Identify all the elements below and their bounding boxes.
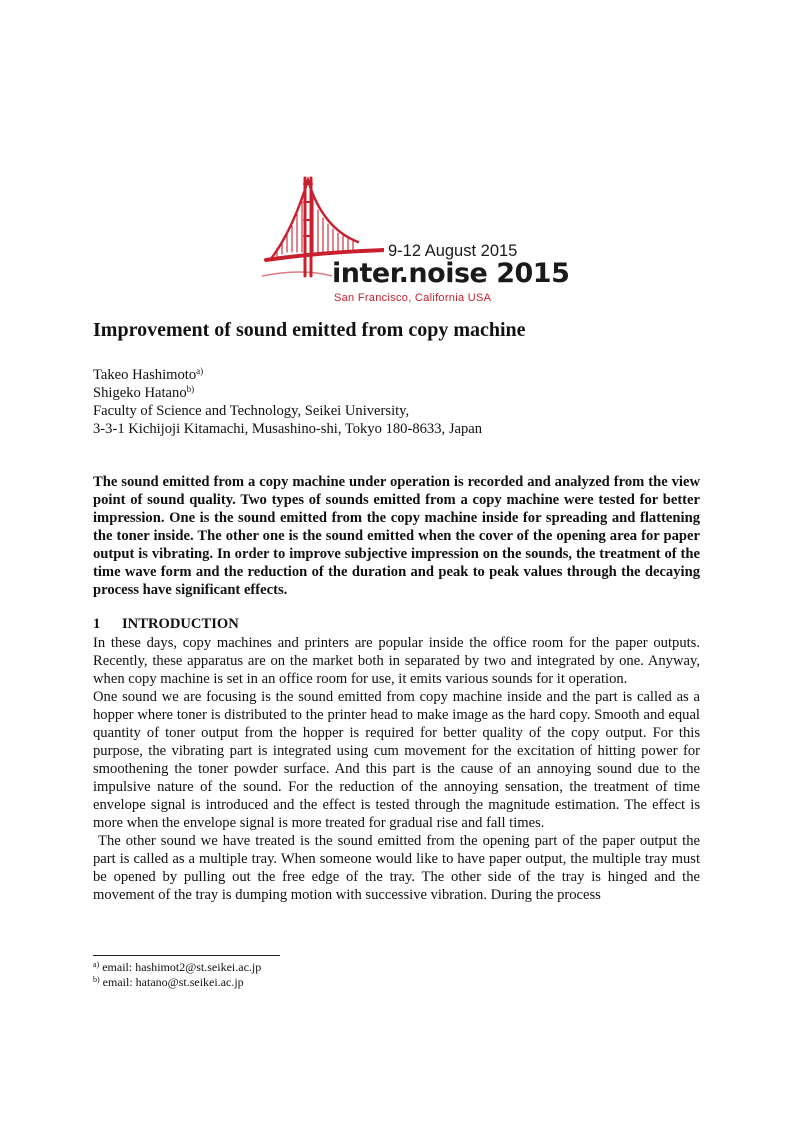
footnote bbox=[93, 960, 261, 975]
affiliation-line: Faculty of Science and Technology, Seikei University, bbox=[93, 403, 410, 419]
section-body bbox=[93, 634, 704, 904]
paragraph: The other sound we have treated is the sound emitted from the opening part of the paper output the part is called as a multiple tray. When someone would like to have paper output, the multiple tray must be opened by pulling out the free edge of the tray. The other side of the tray is hinged and the movement of the tray is dumping motion with successive vibration. During the process bbox=[93, 833, 704, 903]
footnotes bbox=[93, 960, 261, 989]
paragraph: In these days, copy machines and printers are popular inside the office room for the paper outputs. Recently, these apparatus are on the market both in separated by two and integrated by one. Anyway, when copy machine is set in an office room for use, it emits various sounds for it operation. bbox=[93, 635, 700, 687]
section-title: INTRODUCTION bbox=[122, 616, 239, 632]
author-name: Shigeko Hatano bbox=[93, 385, 187, 401]
author-block bbox=[93, 366, 482, 438]
footnote-text: email: hatano@st.seikei.ac.jp bbox=[99, 974, 244, 989]
section-number: 1 bbox=[93, 616, 101, 632]
author-line bbox=[93, 366, 482, 384]
conference-date: 9-12 August 2015 bbox=[388, 242, 518, 260]
paragraph: One sound we are focusing is the sound emitted from copy machine inside and the part is called as a hopper where toner is distributed to the printer head to make image as the hard copy. Smooth and equal quantity of toner output from the hopper is required for better quality of the copy output. For this purpose, the vibrating part is integrated using cum movement for the excitation of hitting power for smoothening the toner powder surface. And this part is the cause of an annoying sound due to the impulsive nature of the sound. For the reduction of the annoying sensation, the treatment of time envelope signal is introduced and the effect is tested through the magnitude estimation. The effect is more when the envelope signal is more treated for gradual rise and fall times. bbox=[93, 689, 700, 831]
footnote-rule bbox=[93, 955, 280, 956]
footnote-text: email: hashimot2@st.seikei.ac.jp bbox=[99, 960, 262, 974]
author-mark: a) bbox=[196, 366, 204, 376]
conference-location: San Francisco, California USA bbox=[334, 292, 492, 304]
author-name: Takeo Hashimoto bbox=[93, 367, 197, 383]
footnote-mark: a) bbox=[93, 960, 100, 969]
conference-logo bbox=[262, 172, 570, 306]
address-line: 3-3-1 Kichijoji Kitamachi, Musashino-shi, Tokyo 180-8633, Japan bbox=[93, 421, 483, 437]
footnote-mark: b) bbox=[93, 974, 100, 984]
abstract: The sound emitted from a copy machine under operation is recorded and analyzed from the view point of sound quality. Two types of sounds emitted from a copy machine were tested for better impression. One is the sound emitted from the copy machine inside for spreading and flattening the toner inside. The other one is the sound emitted when the cover of the opening area for paper output is vibrating. In order to improve subjective impression on the sounds, the treatment of the time wave form and the reduction of the duration and peak to peak values through the decaying process have significant effects. bbox=[93, 474, 700, 598]
author-mark: b) bbox=[186, 384, 195, 394]
paper-title: Improvement of sound emitted from copy machine bbox=[93, 319, 526, 341]
footnote bbox=[93, 975, 261, 990]
conference-brand: inter.noise 2015 bbox=[332, 258, 570, 289]
section-heading bbox=[93, 616, 239, 633]
author-line bbox=[93, 384, 482, 402]
